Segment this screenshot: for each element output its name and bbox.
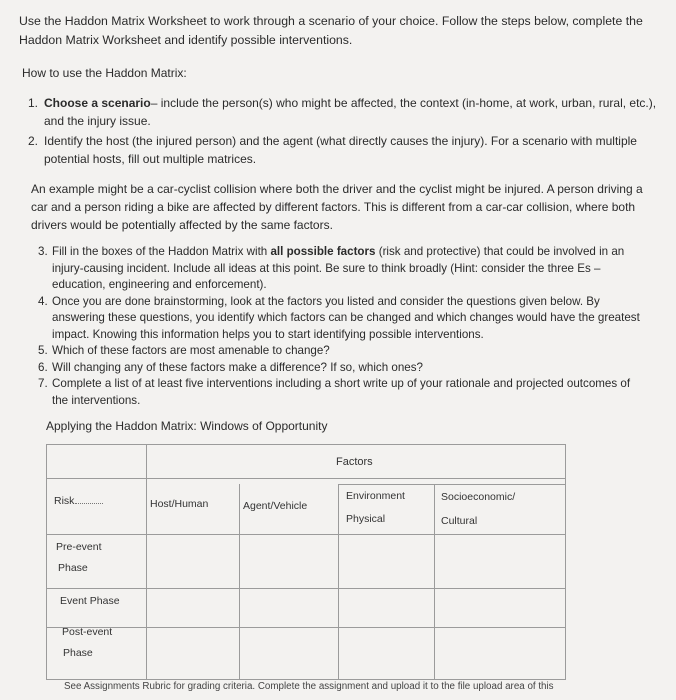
matrix-divider [434, 484, 435, 680]
how-to-heading: How to use the Haddon Matrix: [22, 66, 187, 80]
matrix-divider [146, 444, 147, 680]
step-text: Complete a list of at least five interventions including a short write up of your rationale and projected outcomes of the interventions. [52, 377, 631, 407]
step-text: Which of these factors are most amenable to change? [52, 344, 330, 357]
step-text: Once you are done brainstorming, look at the factors you listed and consider the questions given below. By answering these questions, you identify which factors can be changed and which changes would have the greatest impact. Knowing this information helps you to start identifying possible interventions. [52, 294, 640, 341]
step-number: 7. [38, 377, 48, 390]
step-text: (risk and protective) that could be involved in an injury-causing incident. Include all ideas at this point. Be sure to think broadly (Hint: consider the three Es – education, engineering and enforcement). [52, 245, 625, 291]
risk-label-text: Risk [54, 495, 75, 507]
step-item [38, 376, 644, 409]
example-paragraph: An example might be a car-cyclist collision where both the driver and the cyclist might be injured. A person driving a car and a person riding a bike are affected by different factors. This is different from a car-car collision, where both drivers would be potentially affected by the same factors. [31, 182, 643, 232]
matrix-divider [46, 534, 566, 535]
matrix-divider [239, 484, 240, 680]
risk-blank-line [75, 503, 103, 504]
step-number: 3. [38, 245, 48, 258]
step-number: 1. [28, 96, 39, 110]
step-number: 2. [28, 134, 39, 148]
col-environment-physical: Physical [346, 513, 386, 525]
col-socioeconomic-cultural: Cultural [441, 515, 478, 527]
matrix-divider [46, 478, 566, 479]
row-pre-event: Pre-event [56, 541, 102, 553]
risk-label [54, 491, 103, 511]
step-bold-text: Choose a scenario [44, 96, 151, 110]
matrix-border-bottom [46, 679, 566, 680]
row-pre-event-phase: Phase [58, 562, 88, 574]
step-item [28, 132, 658, 168]
step-text: Will changing any of these factors make a difference? If so, which ones? [52, 360, 423, 374]
footer-note: See Assignments Rubric for grading criteria. Complete the assignment and upload it to the file upload area of this [64, 681, 554, 692]
step-item [38, 294, 644, 344]
step-text: – include the person(s) who might be affected, the context (in-home, at work, urban, rural, etc.), and the injury issue. [44, 96, 657, 128]
step-number: 6. [38, 360, 48, 374]
step-item [38, 244, 644, 294]
matrix-divider [338, 484, 339, 680]
step-item [28, 94, 658, 130]
steps-list-part1 [28, 94, 658, 170]
steps-list-part2 [38, 244, 644, 409]
matrix-heading: Applying the Haddon Matrix: Windows of Opportunity [46, 419, 328, 433]
haddon-matrix [46, 444, 566, 680]
col-environment: Environment [346, 490, 405, 502]
col-agent-vehicle: Agent/Vehicle [243, 500, 308, 512]
matrix-divider [46, 627, 566, 628]
step-text: Identify the host (the injured person) and the agent (what directly causes the injury). For a scenario with multiple potential hosts, fill out multiple matrices. [44, 134, 637, 166]
factors-header: Factors [336, 456, 373, 468]
matrix-border-left [46, 444, 47, 680]
step-number: 4. [38, 294, 48, 308]
matrix-divider [338, 484, 566, 485]
step-item [38, 360, 644, 377]
col-host-human: Host/Human [150, 498, 209, 510]
step-number: 5. [38, 344, 48, 357]
matrix-border-right [565, 444, 566, 680]
step-bold-text: all possible factors [270, 245, 376, 258]
step-item [38, 343, 644, 360]
intro-paragraph: Use the Haddon Matrix Worksheet to work through a scenario of your choice. Follow the steps below, complete the Haddon Matrix Worksheet and identify possible interventions. [19, 14, 643, 47]
matrix-border-top [46, 444, 566, 445]
row-event-phase: Event Phase [60, 595, 120, 607]
matrix-divider [46, 588, 566, 589]
row-post-event: Post-event [62, 626, 113, 638]
row-post-event-phase: Phase [63, 647, 93, 659]
col-socioeconomic: Socioeconomic/ [441, 491, 516, 503]
step-text: Fill in the boxes of the Haddon Matrix with [52, 245, 271, 258]
